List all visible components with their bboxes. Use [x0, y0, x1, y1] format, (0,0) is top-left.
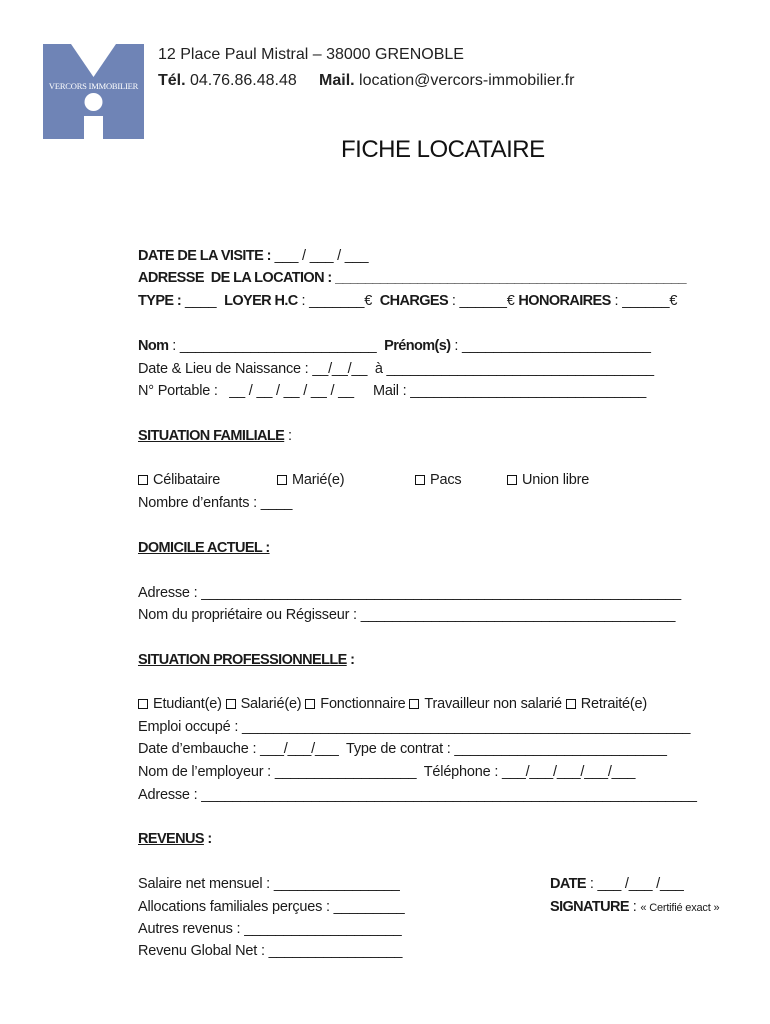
owner-line: Nom du propriétaire ou Régisseur : ________________________________________ — [138, 607, 676, 623]
checkbox-icon[interactable] — [226, 699, 236, 709]
location-address-line: ADRESSE DE LA LOCATION : _______________________________________________ — [138, 270, 686, 286]
checkbox-etudiant[interactable]: Etudiant(e) — [138, 696, 222, 712]
phone-mail-line: N° Portable : __ / __ / __ / __ / __ Mail : ______________________________ — [138, 383, 647, 399]
checkbox-icon[interactable] — [507, 475, 517, 485]
signature-line: SIGNATURE : « Certifié exact » — [550, 899, 720, 915]
checkbox-icon[interactable] — [566, 699, 576, 709]
mail-label: Mail. — [319, 72, 355, 89]
company-contact — [158, 72, 574, 90]
logo-graphic — [43, 44, 144, 139]
hire-date-line: Date d’embauche : ___/___/___ Type de contrat : ___________________________ — [138, 741, 667, 757]
checkbox-icon[interactable] — [138, 475, 148, 485]
employer-address-line: Adresse : _______________________________________________________________ — [138, 787, 697, 803]
checkbox-icon[interactable] — [138, 699, 148, 709]
domicile-heading: DOMICILE ACTUEL : — [138, 540, 270, 556]
tel-value: 04.76.86.48.48 — [185, 72, 297, 89]
domicile-address-line: Adresse : _____________________________________________________________ — [138, 585, 681, 601]
other-income-line: Autres revenus : ____________________ — [138, 921, 402, 937]
employer-line: Nom de l’employeur : __________________ Téléphone : ___/___/___/___/___ — [138, 764, 636, 780]
date-line: DATE : ___ /___ /___ — [550, 876, 684, 892]
birth-line: Date & Lieu de Naissance : __/__/__ à __________________________________ — [138, 361, 654, 377]
family-heading: SITUATION FAMILIALE : — [138, 428, 292, 444]
checkbox-celibataire[interactable]: Célibataire — [138, 472, 220, 488]
checkbox-icon[interactable] — [277, 475, 287, 485]
children-line: Nombre d’enfants : ____ — [138, 495, 293, 511]
job-line: Emploi occupé : _________________________________________________________ — [138, 719, 691, 735]
checkbox-travailleur[interactable]: Travailleur non salarié — [409, 696, 562, 712]
logo-text: VERCORS IMMOBILIER — [48, 81, 139, 91]
checkbox-fonctionnaire[interactable]: Fonctionnaire — [305, 696, 405, 712]
allocations-line: Allocations familiales perçues : _________ — [138, 899, 405, 915]
rent-line: TYPE : ____ LOYER H.C : _______€ CHARGES : ______€ HONORAIRES : ______€ — [138, 293, 678, 309]
page-title: FICHE LOCATAIRE — [341, 136, 545, 163]
checkbox-icon[interactable] — [305, 699, 315, 709]
company-logo — [43, 44, 144, 139]
professional-options — [138, 696, 647, 712]
company-address: 12 Place Paul Mistral – 38000 GRENOBLE — [158, 46, 464, 63]
tel-label: Tél. — [158, 72, 186, 89]
visit-date-line: DATE DE LA VISITE : ___ / ___ / ___ — [138, 248, 369, 264]
salary-line: Salaire net mensuel : ________________ — [138, 876, 400, 892]
checkbox-union-libre[interactable]: Union libre — [507, 472, 589, 488]
checkbox-icon[interactable] — [409, 699, 419, 709]
professional-heading: SITUATION PROFESSIONNELLE : — [138, 652, 355, 668]
checkbox-salarie[interactable]: Salarié(e) — [226, 696, 302, 712]
checkbox-pacs[interactable]: Pacs — [415, 472, 461, 488]
name-line: Nom : _________________________ Prénom(s) : ________________________ — [138, 338, 651, 354]
checkbox-icon[interactable] — [415, 475, 425, 485]
global-income-line: Revenu Global Net : _________________ — [138, 943, 403, 959]
revenus-heading: REVENUS : — [138, 831, 212, 847]
checkbox-marie[interactable]: Marié(e) — [277, 472, 344, 488]
checkbox-retraite[interactable]: Retraité(e) — [566, 696, 647, 712]
mail-value: location@vercors-immobilier.fr — [354, 72, 575, 89]
